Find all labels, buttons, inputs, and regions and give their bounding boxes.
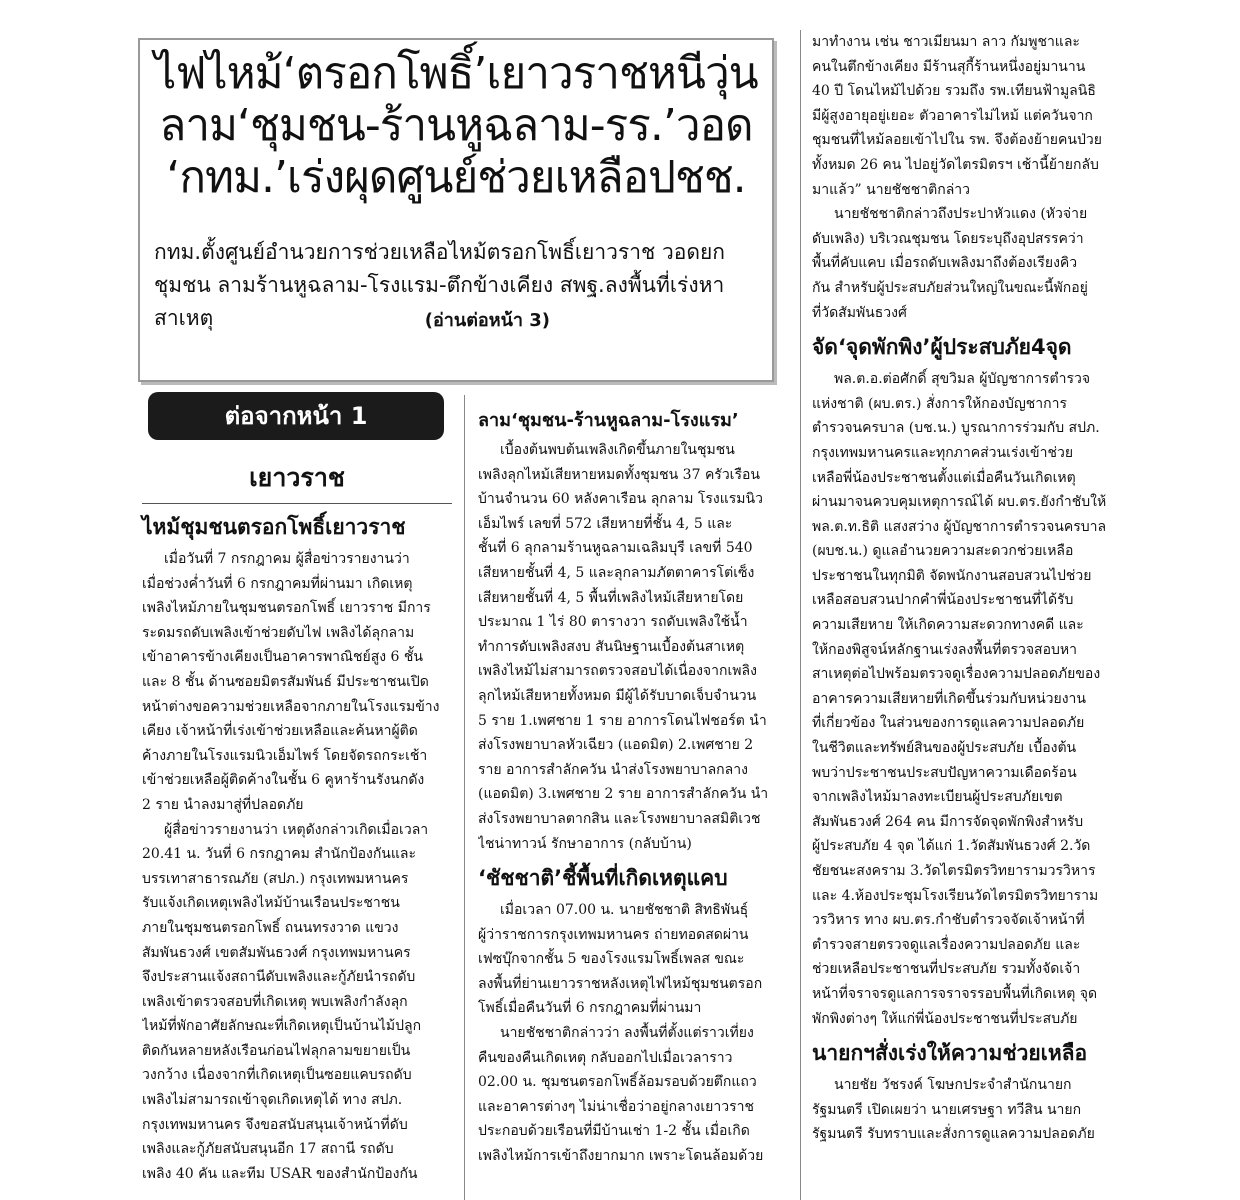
text-line: สัมพันธวงศ์ เขตสัมพันธวงศ์ กรุงเทพมหานคร [142, 944, 411, 961]
text-line: 20.41 น. วันที่ 6 กรกฎาคม สำนักป้องกันและ [142, 846, 416, 863]
text-line: ตำรวจสายตรวจดูแลเรื่องความปลอดภัย และ [812, 936, 1081, 953]
text-line: เข้าช่วยเหลือผู้ติดค้างในชั้น 6 คูหาร้านรังนกดัง [142, 772, 425, 789]
text-line: วงกว้าง เนื่องจากที่เกิดเหตุเป็นซอยแคบรถดับ [142, 1067, 412, 1084]
text-line: ชั้นที่ 6 ลุกลามร้านหูฉลามเฉลิมบุรี เลขที่ 540 [478, 540, 753, 557]
text-line: คืนของคืนเกิดเหตุ กลับออกไปเมื่อเวลาราว [478, 1049, 733, 1066]
text-line: บรรเทาสาธารณภัย (สปภ.) กรุงเทพมหานคร [142, 870, 409, 887]
paragraph [812, 367, 1122, 1031]
text-line: เอ็มไพร์ เลขที่ 572 เสียหายที่ชั้น 4, 5 และ [478, 515, 733, 532]
paragraph [142, 547, 452, 818]
text-line: ไหม้ที่พักอาศัยลักษณะที่เกิดเหตุเป็นบ้านไม้ปลูก [142, 1018, 422, 1035]
paragraph [142, 818, 452, 1187]
text-line: ดับเพลิง) บริเวณชุมชน โดยระบุถึงอุปสรรคว่า [812, 230, 1084, 247]
text-line: เหลือสอบสวนปากคำพี่น้องประชาชนที่ได้รับ [812, 592, 1074, 609]
text-line: เพลิงไม่สามารถเข้าจุดเกิดเหตุได้ ทาง สปภ. [142, 1092, 403, 1109]
text-line: พล.ต.ท.ธิติ แสงสว่าง ผู้บัญชาการตำรวจนครบาล [812, 518, 1107, 535]
text-line: ตำรวจนครบาล (บช.น.) บูรณาการร่วมกับ สปภ. [812, 420, 1100, 437]
headline-line: ‘กทม.’เร่งผุดศูนย์ช่วยเหลือปชช. [166, 152, 746, 203]
text-line: และ 4.ห้องประชุมโรงเรียนวัดไตรมิตรวิทยาราม [812, 887, 1099, 904]
text-line: เพลิงและกู้ภัยสนับสนุนอีก 17 สถานี รถดับ [142, 1141, 394, 1158]
text-line: ผู้สื่อข่าวรายงานว่า เหตุดังกล่าวเกิดเมื่อเวลา [164, 821, 429, 838]
text-line: ลุกไหม้เสียหายทั้งหมด มีผู้ได้รับบาดเจ็บจำนวน [478, 687, 757, 704]
text-line: ประกอบด้วยเรือนที่มีบ้านเช่า 1-2 ชั้น เมื่อเกิด [478, 1123, 750, 1140]
text-line: ประมาณ 1 ไร่ 80 ตารางวา รถดับเพลิงใช้น้ำ [478, 614, 748, 631]
text-line: ภายในชุมชนตรอกโพธิ์ ถนนทรงวาด แขวง [142, 919, 399, 936]
text-line: ผ่านมาจนควบคุมเหตุการณ์ได้ ผบ.ตร.ยังกำชับให้ [812, 494, 1107, 511]
text-line: ไชน่าทาวน์ รักษาอาการ (กลับบ้าน) [478, 835, 692, 852]
text-line: สัมพันธวงศ์ 264 คน มีการจัดจุดพักพิงสำหรับ [812, 813, 1084, 830]
text-line: กรุงเทพมหานครและทุกภาคส่วนเร่งเข้าช่วย [812, 444, 1074, 461]
paragraph [478, 898, 793, 1021]
subheading: ลาม‘ชุมชน-ร้านหูฉลาม-โรงแรม’ [478, 410, 739, 431]
headline-line: ลาม‘ชุมชน-ร้านหูฉลาม-รร.’วอด [159, 100, 753, 151]
text-line: เพลิงลุกไหม้เสียหายหมดทั้งชุมชน 37 ครัวเรือน [478, 466, 760, 483]
text-line: เพลิง 40 คัน และทีม USAR ของสำนักป้องกัน [142, 1165, 418, 1182]
paragraph [812, 30, 1122, 202]
text-line: หน้าต่างขอความช่วยเหลือจากภายในโรงแรมข้าง [142, 698, 440, 715]
text-line: มาทำงาน เช่น ชาวเมียนมา ลาว กัมพูชาและ [812, 34, 1080, 50]
text-line: 02.00 น. ชุมชนตรอกโพธิ์ล้อมรอบด้วยตึกแถว [478, 1074, 757, 1091]
continued-reference: (อ่านต่อหน้า 3) [424, 310, 550, 331]
text-line: ในชีวิตและทรัพย์สินของผู้ประสบภัย เบื้องต้น [812, 740, 1077, 757]
deck-line: สาเหตุ [154, 306, 214, 330]
column-divider [464, 395, 465, 1200]
text-line: ราย อาการสำลักควัน นำส่งโรงพยาบาลกลาง [478, 761, 748, 778]
text-line: จากเพลิงไหม้มาลงทะเบียนผู้ประสบภัยเขต [812, 789, 1063, 806]
text-line: ชุมชนที่ไหม้ลอยเข้าไปใน รพ. จึงต้องย้ายคนป่วย [812, 132, 1102, 149]
subheading: จัด‘จุดพักพิง’ผู้ประสบภัย4จุด [812, 335, 1072, 360]
text-line: กรุงเทพมหานคร จึงขอสนับสนุนเจ้าหน้าที่ดับ [142, 1116, 408, 1133]
deck [154, 236, 758, 335]
text-line: ที่เกี่ยวข้อง ในส่วนของการดูแลความปลอดภัย [812, 715, 1085, 732]
text-line: นายชัชชาติกล่าวถึงประปาหัวแดง (หัวจ่าย [834, 206, 1088, 223]
text-line: (ผบช.น.) ดูแลอำนวยความสะดวกช่วยเหลือ [812, 543, 1074, 560]
text-line: เพลิงเข้าตรวจสอบที่เกิดเหตุ พบเพลิงกำลังลุก [142, 993, 408, 1010]
headline [140, 40, 772, 204]
text-line: ที่วัดสัมพันธวงศ์ [812, 304, 907, 321]
text-line: ทั้งหมด 26 คน ไปอยู่วัดไตรมิตรฯ เช้านี้ย้ายกลับ [812, 156, 1099, 173]
subheading: ‘ชัชชาติ’ชี้พื้นที่เกิดเหตุแคบ [478, 866, 728, 891]
text-line: เพลิงไหม้ภายในชุมชนตรอกโพธิ์ เยาวราช มีการ [142, 600, 431, 617]
deck-line: ชุมชน ลามร้านหูฉลาม-โรงแรม-ตึกข้างเคียง สพฐ.ลงพื้นที่เร่งหา [154, 273, 725, 297]
text-line: จึงประสานแจ้งสถานีดับเพลิงและกู้ภัยนำรถดับ [142, 969, 416, 986]
text-line: นายชัชชาติกล่าวว่า ลงพื้นที่ตั้งแต่ราวเที่ยง [500, 1025, 754, 1042]
text-line: พล.ต.อ.ต่อศักดิ์ สุขวิมล ผู้บัญชาการตำรวจ [834, 371, 1091, 388]
text-line: พบว่าประชาชนประสบปัญหาความเดือดร้อน [812, 764, 1077, 781]
text-line: ทำการดับเพลิงสงบ สันนิษฐานเบื้องต้นสาเหตุ [478, 638, 745, 655]
subheading: นายกฯสั่งเร่งให้ความช่วยเหลือ [812, 1041, 1088, 1066]
article-column-3 [812, 30, 1122, 1147]
paragraph [478, 438, 793, 856]
text-line: เมื่อเวลา 07.00 น. นายชัชชาติ สิทธิพันธุ์ [500, 902, 749, 919]
text-line: ให้กองพิสูจน์หลักฐานเร่งลงพื้นที่ตรวจสอบหา [812, 641, 1077, 658]
text-line: แห่งชาติ (ผบ.ตร.) สั่งการให้กองบัญชาการ [812, 395, 1068, 412]
text-line: และอาคารต่างๆ ไม่น่าเชื่อว่าอยู่กลางเยาวราช [478, 1098, 754, 1115]
text-line: มีผู้สูงอายุอยู่เยอะ ตัวอาคารไม่ไหม้ แต่ควันจาก [812, 107, 1093, 124]
text-line: เคียง เจ้าหน้าที่เร่งเข้าช่วยเหลือและค้นหาผู้ติด [142, 723, 418, 740]
text-line: 40 ปี โดนไหม้ไปด้วย รวมถึง รพ.เทียนฟ้ามูลนิธิ [812, 83, 1096, 100]
paragraph [812, 202, 1122, 325]
article-column-2 [478, 402, 793, 1169]
text-line: ค้างภายในโรงแรมนิวเอ็มไพร์ โดยจัดรถกระเช้า [142, 747, 428, 764]
text-line: รัฐมนตรี รับทราบและสั่งการดูแลความปลอดภัย [812, 1126, 1095, 1143]
text-line: ส่งโรงพยาบาลหัวเฉียว (แอดมิต) 2.เพศชาย 2 [478, 737, 754, 754]
text-line: ช่วยเหลือประชาชนที่ประสบภัย รวมทั้งจัดเจ้า [812, 961, 1081, 978]
text-line: อาคารความเสียหายที่เกิดขึ้นร่วมกับหน่วยงาน [812, 690, 1086, 707]
paragraph [812, 1073, 1122, 1147]
text-line: รับแจ้งเกิดเหตุเพลิงไหม้บ้านเรือนประชาชน [142, 895, 400, 912]
text-line: รัฐมนตรี เปิดเผยว่า นายเศรษฐา ทวีสิน นายก [812, 1101, 1082, 1118]
text-line: ติดกันหลายหลังเรือนก่อนไฟลุกลามขยายเป็น [142, 1042, 411, 1059]
text-line: 2 ราย นำลงมาสู่ที่ปลอดภัย [142, 796, 304, 813]
text-line: เหลือพี่น้องประชาชนตั้งแต่เมื่อคืนวันเกิดเหตุ [812, 469, 1076, 486]
section-divider [142, 503, 452, 504]
text-line: เมื่อช่วงค่ำวันที่ 6 กรกฎาคมที่ผ่านมา เกิดเหตุ [142, 575, 413, 592]
deck-line: กทม.ตั้งศูนย์อำนวยการช่วยเหลือไหม้ตรอกโพธิ์เยาวราช วอดยก [154, 240, 726, 264]
text-line: เพลิงไหม้การเข้าถึงยากมาก เพราะโดนล้อมด้วย [478, 1148, 764, 1165]
text-line: และ 8 ชั้น ด้านซอยมิตรสัมพันธ์ มีประชาชนเปิด [142, 673, 429, 690]
text-line: เมื่อวันที่ 7 กรกฎาคม ผู้สื่อข่าวรายงานว่า [164, 551, 410, 567]
text-line: เพลิงไหม้ไม่สามารถตรวจสอบได้เนื่องจากเพลิง [478, 663, 757, 680]
paragraph [478, 1021, 793, 1169]
text-line: สาเหตุต่อไปพร้อมตรวจดูเรื่องความปลอดภัยของ [812, 666, 1101, 683]
text-line: (แอดมิต) 3.เพศชาย 2 ราย อาการสำลักควัน นำ [478, 786, 769, 803]
text-line: 5 ราย 1.เพศชาย 1 ราย อาการโดนไฟชอร์ต นำ [478, 712, 767, 729]
text-line: มาแล้ว” นายชัชชาติกล่าว [812, 181, 971, 198]
text-line: ส่งโรงพยาบาลตากสิน และโรงพยาบาลสมิติเวช [478, 810, 761, 827]
text-line: วรวิหาร ทาง ผบ.ตร.กำชับตำรวจจัดเจ้าหน้าที่ [812, 912, 1085, 929]
subheading: ไหม้ชุมชนตรอกโพธิ์เยาวราช [142, 515, 406, 539]
text-line: กัน สำหรับผู้ประสบภัยส่วนใหญ่ในขณะนี้พักอยู่ [812, 279, 1088, 296]
text-line: ผู้ประสบภัย 4 จุด ได้แก่ 1.วัดสัมพันธวงศ์ 2.วัด [812, 838, 1091, 855]
section-title: เยาวราช [249, 463, 345, 492]
text-line: คนในตึกข้างเคียง มีร้านสุกี้ร้านหนึ่งอยู่มานาน [812, 58, 1086, 75]
text-line: ลงพื้นที่ย่านเยาวราชหลังเหตุไฟไหม้ชุมชนตรอก [478, 975, 763, 992]
text-line: บ้านจำนวน 60 หลังคาเรือน ลุกลาม โรงแรมนิว [478, 491, 763, 508]
headline-line: ไฟไหม้‘ตรอกโพธิ์’เยาวราชหนีวุ่น [154, 48, 758, 99]
text-line: หน้าที่จราจรดูแลการจราจรรอบพื้นที่เกิดเหตุ จุด [812, 985, 1098, 1002]
text-line: เบื้องต้นพบต้นเพลิงเกิดขึ้นภายในชุมชน [500, 442, 735, 458]
text-line: นายชัย วัชรงค์ โฆษกประจำสำนักนายก [834, 1077, 1072, 1094]
text-line: พักพิงต่างๆ ให้แก่พี่น้องประชาชนที่ประสบภัย [812, 1010, 1078, 1027]
text-line: ประชาชนในทุกมิติ จัดพนักงานสอบสวนไปช่วย [812, 567, 1092, 584]
text-line: ผู้ว่าราชการกรุงเทพมหานคร ถ่ายทอดสดผ่าน [478, 926, 749, 943]
text-line: เข้าอาคารข้างเคียงเป็นอาคารพาณิชย์สูง 6 ชั้น [142, 649, 423, 666]
text-line: ความเสียหาย ให้เกิดความสะดวกทางคดี และ [812, 617, 1084, 634]
text-line: เสียหายชั้นที่ 4, 5 พื้นที่เพลิงไหม้เสียหายโดย [478, 589, 744, 606]
headline-box [138, 38, 774, 382]
text-line: เสียหายชั้นที่ 4, 5 และลุกลามภัตตาคารโต่เซ็ง [478, 564, 755, 581]
text-line: โพธิ์เมื่อคืนวันที่ 6 กรกฎาคมที่ผ่านมา [478, 1000, 702, 1017]
column-divider [800, 30, 801, 1200]
text-line: ชัยชนะสงคราม 3.วัดไตรมิตรวิทยารามวรวิหาร [812, 863, 1096, 879]
text-line: ระดมรถดับเพลิงเข้าช่วยดับไฟ เพลิงได้ลุกลาม [142, 624, 415, 641]
article-column-1 [142, 505, 452, 1186]
text-line: พื้นที่คับแคบ เมื่อรถดับเพลิงมาถึงต้องเรียงคิว [812, 255, 1078, 272]
text-line: เฟซบุ๊กจากชั้น 5 ของโรงแรมโพธิ์เพลส ขณะ [478, 951, 745, 968]
continued-from-page-banner: ต่อจากหน้า 1 [148, 392, 444, 440]
